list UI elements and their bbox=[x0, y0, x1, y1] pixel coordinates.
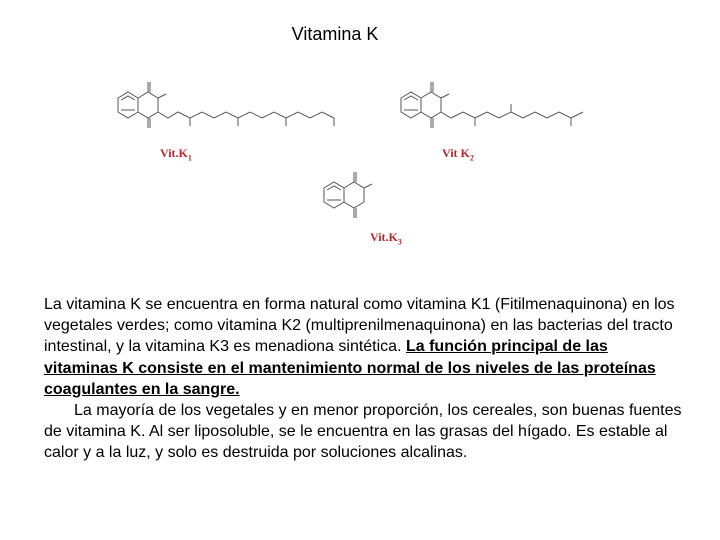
paragraph-1-text: La vitamina K se encuentra en forma natural como vitamina K1 (Fitilmenaquinona) en los vegetales verdes; como vitamina K2 (multiprenilmenaquinona) en las bacterias del tracto intestinal, y la vitamina K3 es menadiona sintética. bbox=[44, 296, 675, 356]
vitamin-k1-structure bbox=[110, 76, 350, 146]
paragraph-1-emphasis: La función principal de las vitaminas K consiste en el mantenimiento normal de los niveles de las proteínas coagulantes en la sangre. bbox=[44, 338, 656, 398]
vitamin-k3-label: $Vit.K_3$ bbox=[370, 230, 402, 247]
paragraph-2 bbox=[44, 400, 684, 464]
vitamin-k1-label: $Vit.K_1$ bbox=[160, 146, 192, 163]
vitamin-k2-label: Vit $K_2$ bbox=[442, 146, 474, 163]
vitamin-k2-structure bbox=[395, 76, 595, 146]
paragraph-2-text: La mayoría de los vegetales y en menor proporción, los cereales, son buenas fuentes de vitamina K. Al ser liposoluble, se le encuentra en las grasas del hígado. Es estable al calor y a la luz, y solo es destruida por soluciones alcalinas. bbox=[44, 402, 682, 462]
vitamin-k3-structure bbox=[318, 166, 398, 236]
page-title: Vitamina K bbox=[291, 24, 379, 44]
body-text bbox=[44, 294, 684, 464]
paragraph-1 bbox=[44, 294, 684, 400]
